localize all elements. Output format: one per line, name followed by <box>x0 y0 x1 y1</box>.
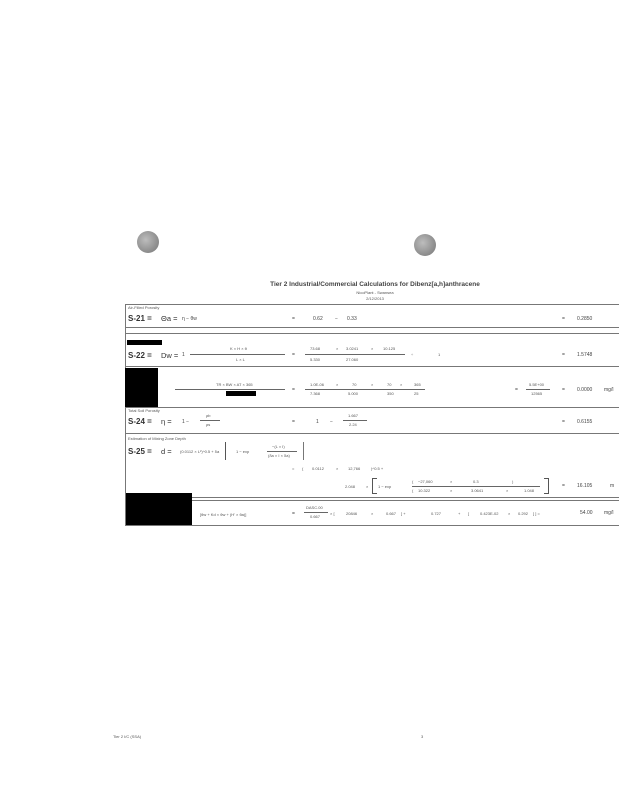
s26-unit: mg/l <box>604 510 614 516</box>
s22-divider <box>125 366 619 367</box>
s24-formula-fraction-bar <box>200 420 220 421</box>
s25-row2-eq: = <box>292 466 295 471</box>
frame-top-line <box>125 304 619 305</box>
s25-result: 16.105 <box>577 483 593 489</box>
page-date: 2/12/2013 <box>366 296 384 301</box>
s23-result: 0.0000 <box>577 387 593 393</box>
s23-den-2: 5.000 <box>348 391 359 396</box>
s22-symbol: Dw = <box>161 351 179 360</box>
s23-den-1: 7.368 <box>310 391 321 396</box>
s23-mid-num: 5.5E+00 <box>529 382 545 387</box>
s25-row3-den-b: 3.0641 <box>471 488 484 493</box>
s21-divider <box>125 327 619 328</box>
s22-op-2: × <box>371 346 374 351</box>
s23-divider <box>125 407 619 408</box>
s25-row2-open: ( <box>302 466 304 471</box>
s24-val-one: 1 <box>316 419 319 425</box>
s25-row3-den-c: 1.048 <box>524 488 535 493</box>
s25-result-equals: = <box>562 483 565 489</box>
redaction-block-2 <box>126 493 192 526</box>
s22-result: 1.5748 <box>577 352 593 358</box>
s21-value-1: 0.62 <box>313 316 323 322</box>
s21-equals: = <box>292 316 295 322</box>
s24-divider <box>125 433 619 434</box>
s23-num-3: 70 <box>387 382 392 387</box>
s24-val-den: 2.24 <box>349 422 357 427</box>
footer-left: Tier 2 I/C (SSA) <box>113 734 142 739</box>
s25-row3-num-a: −27,060 <box>418 479 433 484</box>
s25-row3-den-a: 10.322 <box>418 488 431 493</box>
s21-result-equals: = <box>562 316 565 322</box>
s26-fraction-bar <box>304 512 328 513</box>
s21-formula: η − θw <box>182 316 197 322</box>
s25-row3-bracket-left <box>372 478 377 494</box>
s24-frac-den: ρs <box>206 422 211 427</box>
s24-equals: = <box>292 419 295 425</box>
s23-mid-den: 12565 <box>531 391 543 396</box>
s21-result: 0.2850 <box>577 316 593 322</box>
s22-formula-fraction-bar <box>190 354 285 355</box>
s21-section-label: Air-Filled Porosity <box>128 305 160 310</box>
s22-op-3: ÷ <box>411 352 414 357</box>
s23-op-2: × <box>371 382 374 387</box>
s24-val-num: 1.667 <box>348 413 359 418</box>
page-title: Tier 2 Industrial/Commercial Calculations for Dibenz[a,h]anthracene <box>270 281 480 288</box>
s25-row2-b: 12,766 <box>348 466 361 471</box>
s24-fraction-bar <box>343 420 367 421</box>
s22-num-3: 10.125 <box>383 346 396 351</box>
s25-row3-exp: 1 − exp <box>378 484 392 489</box>
s22-formula-numerator: K × H × θ <box>230 346 247 351</box>
s24-result-equals: = <box>562 419 565 425</box>
frame-bottom-line <box>125 525 619 526</box>
s23-result-equals: = <box>562 387 565 393</box>
s25-exp: 1 − exp <box>236 449 250 454</box>
s26-v10: 0.292 <box>518 511 529 516</box>
s25-row3-den-op1: × <box>450 488 453 493</box>
punch-hole-right <box>414 234 436 256</box>
s26-v2: × <box>371 511 374 516</box>
s24-symbol: η = <box>161 417 172 426</box>
s26-v5: 0.727 <box>431 511 442 516</box>
s25-formula-fraction-bar <box>267 451 297 452</box>
redaction-bar-1 <box>127 340 162 345</box>
s23-op-1: × <box>336 382 339 387</box>
s25-frac-num: −(L × I) <box>272 444 285 449</box>
s25-row3-bracket-right <box>544 478 549 494</box>
s25-frac-den: (δa × I × δa) <box>268 453 290 458</box>
s22-den-2: 27.060 <box>346 357 359 362</box>
s25-row3-den-paren: ( <box>412 488 414 493</box>
s23-formula-fraction-bar <box>175 389 285 390</box>
s26-result: 54.00 <box>580 510 593 516</box>
s25-unit: m <box>610 483 615 489</box>
redaction-bar-2 <box>226 391 256 396</box>
s23-op-3: × <box>400 382 403 387</box>
s25-divider <box>125 497 619 498</box>
s24-label: S-24 = <box>128 417 152 426</box>
s25-row3-num-b: 0.3 <box>473 479 479 484</box>
s23-equals: = <box>292 387 295 393</box>
s24-formula: 1 − <box>182 419 190 425</box>
s21-symbol: Θa = <box>161 314 178 323</box>
s26-v7: [ <box>468 511 470 516</box>
s21-op-1: − <box>335 316 338 322</box>
s26-equals: = <box>292 511 295 517</box>
page-number: 3 <box>421 734 424 739</box>
s25-formula: (0.0112 × L²)^0.5 + δa <box>180 449 220 454</box>
s26-v4: ] + <box>401 511 406 516</box>
redaction-block-1 <box>125 368 158 408</box>
s22-one: 1 <box>182 352 185 358</box>
s22-num-1: 73.68 <box>310 346 321 351</box>
s26-frac-num: DASC.00 <box>306 505 323 510</box>
s22-num-2: 3.0241 <box>346 346 359 351</box>
s25-symbol: d = <box>161 447 172 456</box>
s25-row2-op: × <box>336 466 339 471</box>
s26-v1: 20846 <box>346 511 358 516</box>
s21-label: S-21 = <box>128 314 152 323</box>
s23-num-1: 1.0E-06 <box>310 382 325 387</box>
s24-minus: − <box>330 419 333 425</box>
s24-result: 0.6155 <box>577 419 593 425</box>
s26-v8: 0.423E-02 <box>480 511 499 516</box>
s22-label: S-22 = <box>128 351 152 360</box>
s26-v0: × [ <box>330 511 335 516</box>
s25-section-label: Estimation of Mixing Zone Depth <box>128 436 186 441</box>
s23-num-2: 70 <box>352 382 357 387</box>
s24-frac-num: ρb <box>206 413 211 418</box>
s25-row2-close: )^0.5 + <box>371 466 384 471</box>
s26-v6: + <box>458 511 461 516</box>
s25-row3-num-op: × <box>450 479 453 484</box>
s25-bracket-right <box>303 442 304 460</box>
s25-row3-times: × <box>366 484 369 489</box>
s25-label: S-25 = <box>128 447 152 456</box>
s25-row3-fraction-bar <box>412 486 540 487</box>
s25-row3-den-op2: × <box>506 488 509 493</box>
s23-den-3: 350 <box>387 391 394 396</box>
s22-op-1: × <box>336 346 339 351</box>
s21-divider-2 <box>125 333 619 334</box>
s25-row2-a: 0.0112 <box>312 466 324 471</box>
s23-unit: mg/l <box>604 387 614 393</box>
page-subtitle: NicoPlant - Swansea <box>356 290 394 295</box>
s23-num-4: 365 <box>414 382 421 387</box>
s26-formula: [θw + Kd × θw + (H' × θa)] <box>200 512 247 517</box>
s25-row3-prefix: 2.048 <box>345 484 356 489</box>
s26-v11: ] ] = <box>533 511 540 516</box>
s23-mid-fraction-bar <box>526 389 550 390</box>
s25-divider-2 <box>160 500 619 501</box>
s22-den-1: 5.330 <box>310 357 321 362</box>
s23-formula-numerator: TR × BW × AT × 365 <box>216 382 253 387</box>
s25-row3-num-close: ) <box>512 479 514 484</box>
s26-frac-den: 0.667 <box>310 514 321 519</box>
s22-formula-denominator: L × L <box>236 357 245 362</box>
s23-den-4: 25 <box>414 391 419 396</box>
s22-equals: = <box>292 352 295 358</box>
s21-value-2: 0.33 <box>347 316 357 322</box>
s22-fraction-bar <box>305 354 405 355</box>
s26-v9: × <box>508 511 511 516</box>
s22-result-equals: = <box>562 352 565 358</box>
s25-row3-paren: ( <box>412 479 414 484</box>
s24-section-label: Total Soil Porosity <box>128 408 160 413</box>
s22-one-right: 1 <box>438 352 441 357</box>
punch-hole-left <box>137 231 159 253</box>
s23-mid-equals: = <box>515 387 518 393</box>
s23-fraction-bar <box>305 389 425 390</box>
s26-v3: 0.667 <box>386 511 397 516</box>
